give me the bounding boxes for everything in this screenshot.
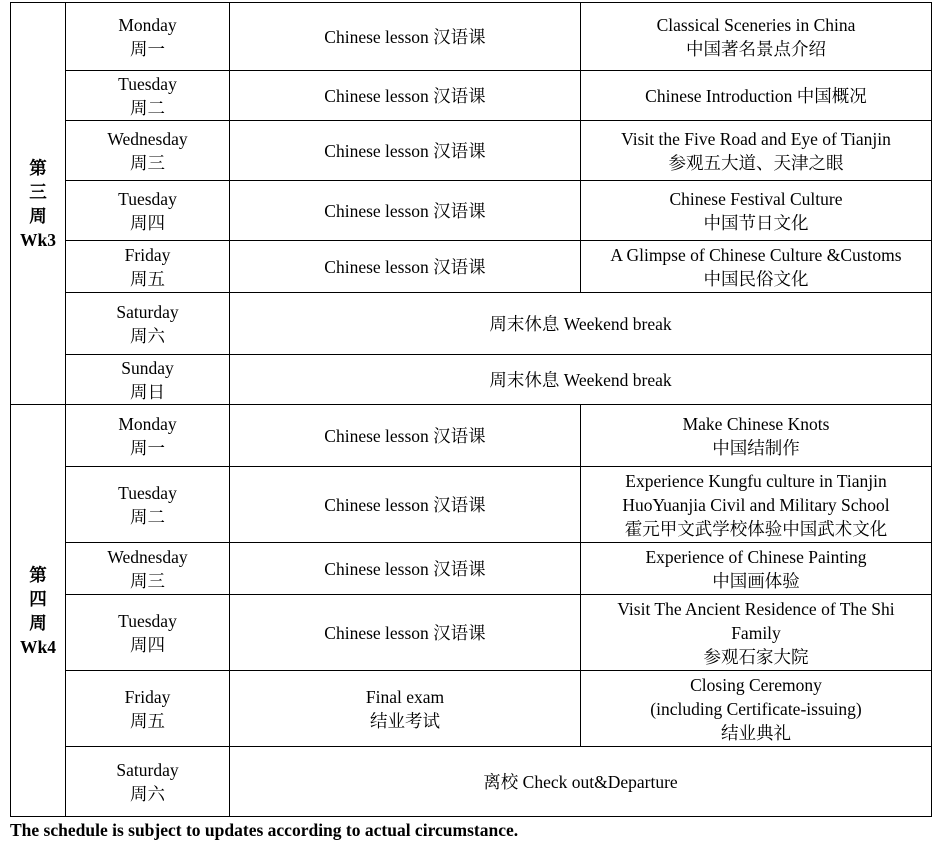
day-cell <box>66 747 230 817</box>
activity-line: 参观石家大院 <box>703 646 809 667</box>
week-label-char: 四 <box>29 588 47 609</box>
morning-cell: Chinese lesson 汉语课 <box>230 543 581 595</box>
day-en: Tuesday <box>118 482 177 503</box>
day-zh: 周一 <box>130 437 165 458</box>
day-zh: 周六 <box>130 783 165 804</box>
table-row <box>11 3 932 71</box>
table-row <box>11 355 932 405</box>
day-en: Monday <box>118 14 177 35</box>
table-row <box>11 747 932 817</box>
morning-cell <box>230 671 581 747</box>
week-label-code: Wk4 <box>20 636 56 657</box>
activity-line: Classical Sceneries in China <box>656 14 856 35</box>
day-cell <box>66 71 230 121</box>
table-row <box>11 671 932 747</box>
day-en: Friday <box>124 244 171 265</box>
activity-line: Final exam <box>365 686 445 707</box>
afternoon-cell <box>581 71 932 121</box>
day-cell <box>66 355 230 405</box>
morning-cell: Chinese lesson 汉语课 <box>230 71 581 121</box>
table-row <box>11 121 932 181</box>
table-row <box>11 293 932 355</box>
day-zh: 周二 <box>130 506 165 527</box>
day-cell <box>66 3 230 71</box>
afternoon-cell <box>581 467 932 543</box>
activity-line: Experience Kungfu culture in Tianjin <box>625 470 887 491</box>
week-label-char: 第 <box>29 157 47 178</box>
day-cell <box>66 241 230 293</box>
table-row <box>11 181 932 241</box>
activity-line: Visit The Ancient Residence of The Shi <box>617 598 895 619</box>
activity-line: 中国著名景点介绍 <box>686 38 826 59</box>
day-zh: 周四 <box>130 634 165 655</box>
full-day-cell: 周末休息 Weekend break <box>230 355 932 405</box>
table-row <box>11 241 932 293</box>
day-zh: 周日 <box>130 381 165 402</box>
afternoon-cell <box>581 405 932 467</box>
activity-line: Chinese Introduction 中国概况 <box>645 85 867 106</box>
day-en: Saturday <box>116 301 179 322</box>
morning-cell: Chinese lesson 汉语课 <box>230 467 581 543</box>
morning-cell: Chinese lesson 汉语课 <box>230 3 581 71</box>
day-en: Tuesday <box>118 73 177 94</box>
afternoon-cell <box>581 181 932 241</box>
morning-cell: Chinese lesson 汉语课 <box>230 241 581 293</box>
day-cell <box>66 181 230 241</box>
day-cell <box>66 405 230 467</box>
week-label-char: 周 <box>29 205 47 226</box>
activity-line: Chinese Festival Culture <box>669 188 843 209</box>
activity-line: 霍元甲文武学校体验中国武术文化 <box>624 518 888 539</box>
afternoon-cell <box>581 3 932 71</box>
table-row <box>11 543 932 595</box>
week-label-char: 第 <box>29 564 47 585</box>
activity-line: 中国结制作 <box>712 437 800 458</box>
morning-cell: Chinese lesson 汉语课 <box>230 181 581 241</box>
activity-line: Closing Ceremony <box>690 674 822 695</box>
activity-line: Family <box>731 622 781 643</box>
afternoon-cell <box>581 595 932 671</box>
day-en: Wednesday <box>107 546 188 567</box>
table-row <box>11 71 932 121</box>
day-zh: 周三 <box>130 152 165 173</box>
week-label-char: 三 <box>29 181 47 202</box>
week-label-char: 周 <box>29 612 47 633</box>
activity-line: 结业典礼 <box>721 722 791 743</box>
table-row <box>11 405 932 467</box>
afternoon-cell <box>581 543 932 595</box>
day-cell <box>66 543 230 595</box>
week-label-code: Wk3 <box>20 229 56 250</box>
day-en: Saturday <box>116 759 179 780</box>
activity-line: 中国画体验 <box>712 570 800 591</box>
morning-cell: Chinese lesson 汉语课 <box>230 121 581 181</box>
schedule-table <box>10 2 932 817</box>
day-zh: 周三 <box>130 570 165 591</box>
afternoon-cell <box>581 121 932 181</box>
activity-line: (including Certificate-issuing) <box>650 698 862 719</box>
day-zh: 周五 <box>130 268 165 289</box>
day-zh: 周五 <box>130 710 165 731</box>
schedule-footnote: The schedule is subject to updates according to actual circumstance. <box>10 820 519 840</box>
week-4-label <box>11 405 66 817</box>
morning-cell: Chinese lesson 汉语课 <box>230 595 581 671</box>
activity-line: Experience of Chinese Painting <box>645 546 867 567</box>
day-en: Friday <box>124 686 171 707</box>
day-zh: 周二 <box>130 97 165 118</box>
full-day-cell: 周末休息 Weekend break <box>230 293 932 355</box>
afternoon-cell <box>581 671 932 747</box>
day-cell <box>66 467 230 543</box>
day-en: Sunday <box>121 357 174 378</box>
day-cell <box>66 121 230 181</box>
morning-cell: Chinese lesson 汉语课 <box>230 405 581 467</box>
day-zh: 周六 <box>130 325 165 346</box>
table-row <box>11 595 932 671</box>
activity-line: 结业考试 <box>370 710 440 731</box>
activity-line: A Glimpse of Chinese Culture &Customs <box>610 244 902 265</box>
activity-line: HuoYuanjia Civil and Military School <box>622 494 890 515</box>
day-cell <box>66 595 230 671</box>
activity-line: 中国节日文化 <box>703 212 809 233</box>
day-zh: 周一 <box>130 38 165 59</box>
activity-line: 中国民俗文化 <box>703 268 809 289</box>
activity-line: Visit the Five Road and Eye of Tianjin <box>621 128 891 149</box>
week-3-label <box>11 3 66 405</box>
day-en: Tuesday <box>118 610 177 631</box>
day-en: Monday <box>118 413 177 434</box>
day-cell <box>66 293 230 355</box>
activity-line: Make Chinese Knots <box>682 413 830 434</box>
day-en: Wednesday <box>107 128 188 149</box>
afternoon-cell <box>581 241 932 293</box>
full-day-cell: 离校 Check out&Departure <box>230 747 932 817</box>
activity-line: 参观五大道、天津之眼 <box>668 152 844 173</box>
table-row <box>11 467 932 543</box>
day-cell <box>66 671 230 747</box>
day-zh: 周四 <box>130 212 165 233</box>
day-en: Tuesday <box>118 188 177 209</box>
